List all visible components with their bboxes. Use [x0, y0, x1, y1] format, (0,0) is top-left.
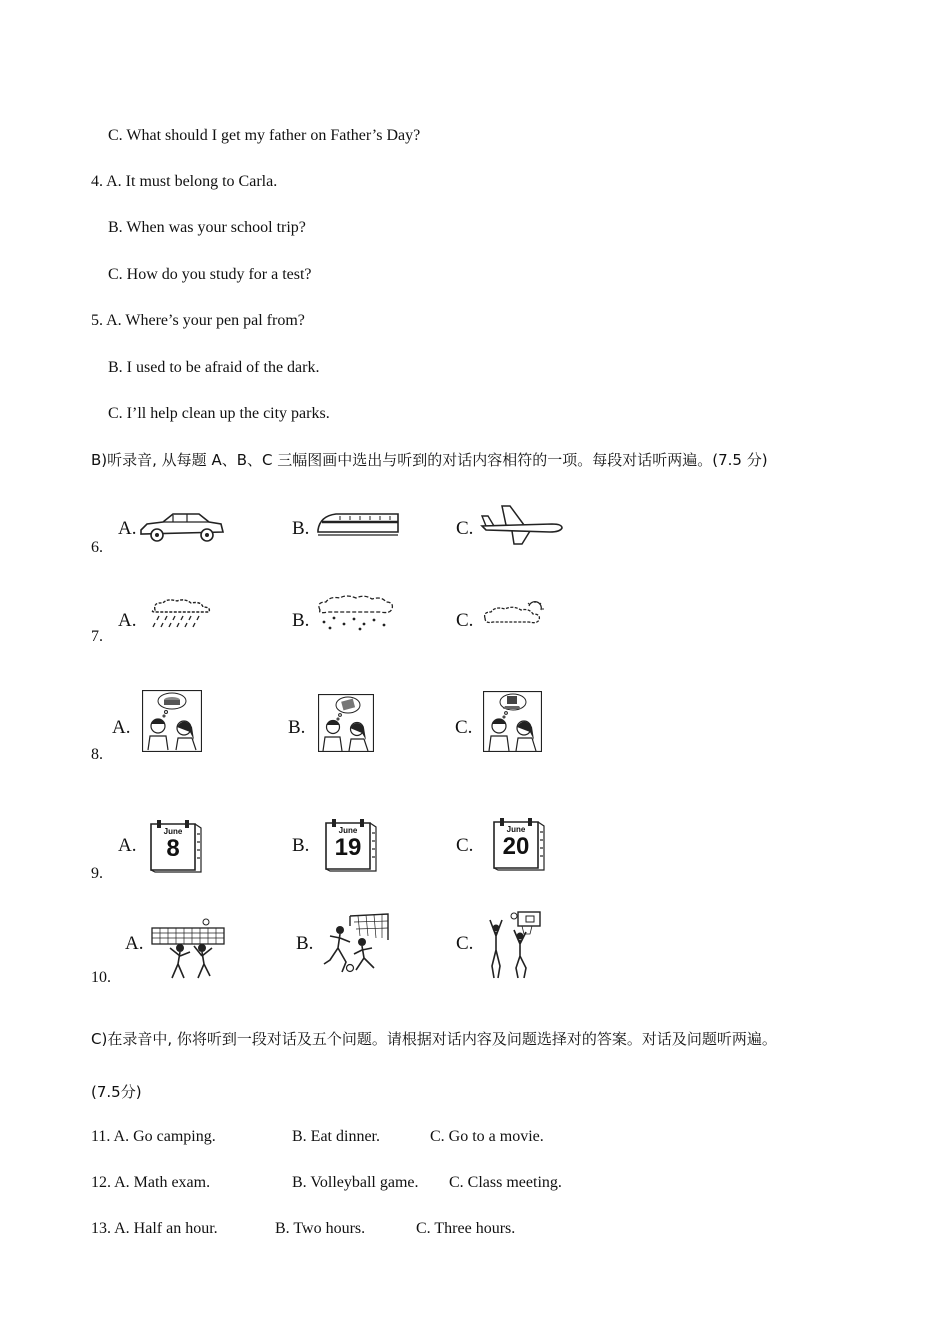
kids-thinking-cake-icon	[142, 690, 202, 752]
q4-option-b: B. When was your school trip?	[108, 219, 306, 236]
calendar-day: 19	[334, 834, 362, 861]
calendar-june-20-icon	[490, 816, 546, 872]
basketball-icon	[484, 910, 544, 980]
q3-option-c: C. What should I get my father on Father’s Day?	[108, 127, 421, 144]
sun-cloud-icon	[481, 600, 547, 630]
q12-option-a: 12. A. Math exam.	[91, 1174, 211, 1191]
part-b-instruction: B)听录音, 从每题 A、B、C 三幅图画中选出与听到的对话内容相符的一项。每段对话听两遍。(7.5 分)	[91, 451, 768, 469]
q5-option-a: 5. A. Where’s your pen pal from?	[91, 312, 305, 329]
snow-cloud-icon	[314, 594, 396, 632]
calendar-june-8-icon	[147, 818, 203, 874]
calendar-day: 20	[502, 833, 530, 860]
q13-option-a: 13. A. Half an hour.	[91, 1220, 218, 1237]
q10-label-a: A.	[125, 933, 144, 954]
q13-option-b: B. Two hours.	[275, 1220, 366, 1237]
q4-option-a: 4. A. It must belong to Carla.	[91, 173, 278, 190]
kids-thinking-book-icon	[318, 694, 374, 752]
q5-option-c: C. I’ll help clean up the city parks.	[108, 405, 330, 422]
airplane-icon	[478, 502, 564, 546]
soccer-icon	[320, 912, 390, 976]
part-c-instruction: C)在录音中, 你将听到一段对话及五个问题。请根据对话内容及问题选择对的答案。对话及问题听两遍。	[91, 1030, 777, 1048]
q8-label-b: B.	[288, 717, 306, 738]
q9-label-a: A.	[118, 835, 137, 856]
q11-option-a: 11. A. Go camping.	[91, 1128, 216, 1145]
q8-label-c: C.	[455, 717, 473, 738]
q12-option-c: C. Class meeting.	[449, 1174, 562, 1191]
calendar-june-19-icon	[322, 817, 378, 873]
q8-number: 8.	[91, 746, 103, 763]
q7-label-c: C.	[456, 610, 474, 631]
q5-option-b: B. I used to be afraid of the dark.	[108, 359, 320, 376]
q12-option-b: B. Volleyball game.	[292, 1174, 419, 1191]
q10-label-c: C.	[456, 933, 474, 954]
q10-number: 10.	[91, 969, 111, 986]
q9-number: 9.	[91, 865, 103, 882]
q8-label-a: A.	[112, 717, 131, 738]
car-icon	[137, 508, 225, 544]
part-c-score: (7.5分)	[91, 1083, 142, 1101]
q7-number: 7.	[91, 628, 103, 645]
q11-option-b: B. Eat dinner.	[292, 1128, 380, 1145]
calendar-month: June	[163, 827, 183, 836]
q11-option-c: C. Go to a movie.	[430, 1128, 544, 1145]
q7-label-b: B.	[292, 610, 310, 631]
kids-thinking-computer-icon	[483, 691, 542, 752]
q9-label-c: C.	[456, 835, 474, 856]
calendar-day: 8	[166, 835, 180, 862]
q9-label-b: B.	[292, 835, 310, 856]
q6-label-c: C.	[456, 518, 474, 539]
calendar-month: June	[338, 826, 358, 835]
q7-label-a: A.	[118, 610, 137, 631]
volleyball-icon	[150, 918, 226, 980]
train-icon	[316, 508, 400, 538]
q10-label-b: B.	[296, 933, 314, 954]
q6-label-a: A.	[118, 518, 137, 539]
rain-cloud-icon	[145, 598, 217, 630]
calendar-month: June	[506, 825, 526, 834]
q13-option-c: C. Three hours.	[416, 1220, 516, 1237]
q6-label-b: B.	[292, 518, 310, 539]
q4-option-c: C. How do you study for a test?	[108, 266, 312, 283]
q6-number: 6.	[91, 539, 103, 556]
